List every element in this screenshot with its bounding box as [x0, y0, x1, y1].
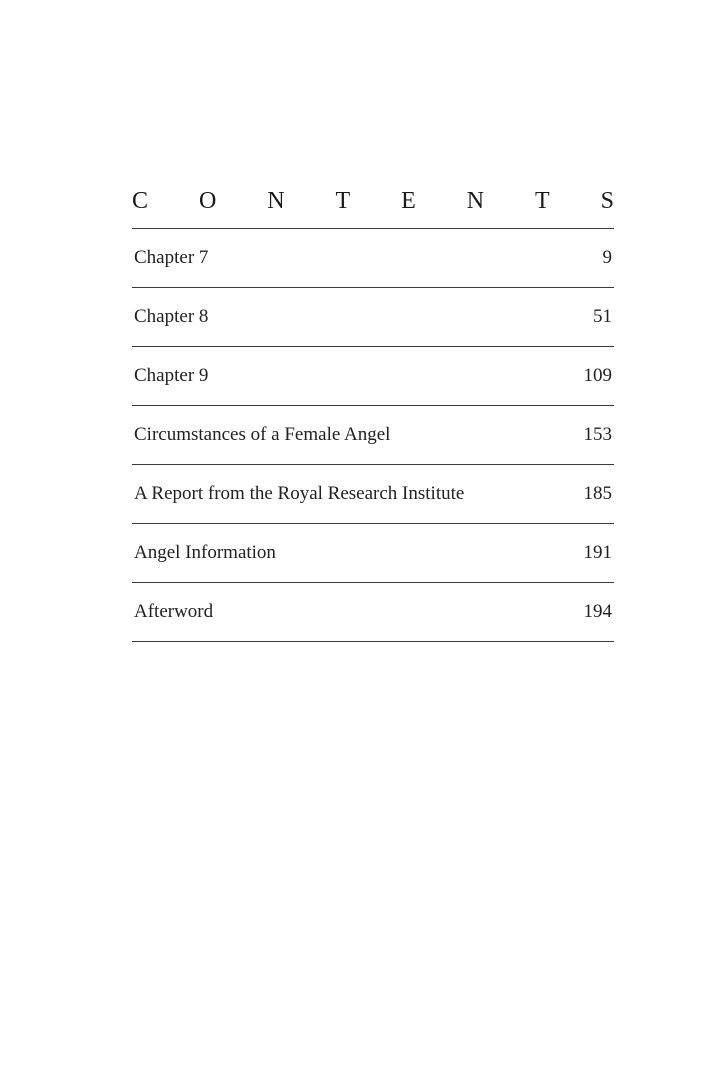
toc-entry: [132, 465, 614, 523]
entry-title: Circumstances of a Female Angel: [134, 424, 391, 445]
entry-page-number: 9: [602, 247, 612, 268]
toc-entry: [132, 288, 614, 346]
entry-title: A Report from the Royal Research Institute: [134, 483, 465, 504]
heading-letter: S: [600, 187, 614, 214]
toc-entry: [132, 347, 614, 405]
entry-title: Angel Information: [134, 542, 276, 563]
heading-letter: C: [132, 187, 149, 214]
entry-title: Chapter 8: [134, 306, 209, 327]
entry-title: Afterword: [134, 601, 214, 622]
heading-letter: N: [267, 187, 285, 214]
heading-letter: O: [198, 187, 217, 214]
toc-entry: [132, 406, 614, 464]
entry-page-number: 109: [583, 365, 612, 386]
entry-title: Chapter 9: [134, 365, 209, 386]
heading-letter: E: [401, 187, 416, 214]
divider: [132, 641, 614, 642]
heading-letter: T: [335, 187, 351, 214]
heading-letter: T: [535, 187, 550, 214]
entry-page-number: 153: [583, 424, 612, 445]
entry-page-number: 191: [583, 542, 612, 563]
toc-entry: [132, 583, 614, 641]
contents-heading: [132, 184, 614, 218]
entry-title: Chapter 7: [134, 247, 209, 268]
table-of-contents: [132, 184, 614, 642]
entry-page-number: 194: [583, 601, 612, 622]
heading-letter: N: [466, 187, 485, 214]
entry-page-number: 51: [593, 306, 612, 327]
entry-page-number: 185: [583, 483, 612, 504]
toc-entry: [132, 524, 614, 582]
toc-entry: [132, 229, 614, 287]
